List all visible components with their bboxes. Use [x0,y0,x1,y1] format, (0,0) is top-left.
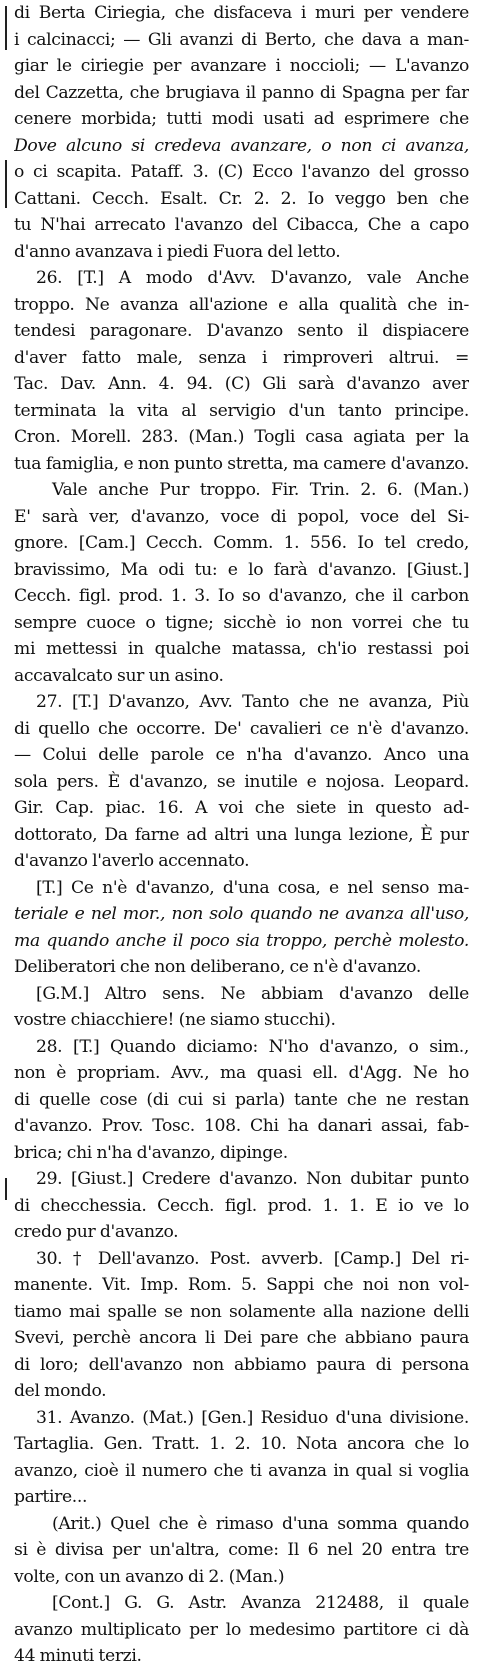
entry-30 [14,1246,469,1405]
text-line: — Colui delle parole ce n'ha d'avanzo. Anco una [14,745,469,765]
entry-31-sub-b [14,1590,469,1670]
text-line: avanzo multiplicato per lo medesimo partitore ci dà [14,1619,469,1640]
text-line: i calcinacci; — Gli avanzi di Berto, che dava a man- [14,29,469,50]
text-line: E' sarà ver, d'avanzo, voce di popol, voce del Si- [14,506,469,527]
entry-continuation [14,0,469,265]
text-line: dottorato, Da farne ad altri una lunga lezione, È pur [14,824,469,845]
text-line: d'avanzo l'averlo accennato. [14,851,250,871]
text-line: di loro; dell'avanzo non abbiamo paura di persona [14,1354,469,1375]
text-line: brica; chi n'ha d'avanzo, dipinge. [14,1142,288,1163]
text-line: avanzo, cioè il numero che ti avanza in qual si voglia [14,1460,469,1481]
text-line: terminata la vita al servigio d'un tanto principe. [14,400,469,421]
text-line: cenere morbida; tutti modi usati ad esprimere che [14,109,469,129]
text-line: accavalcato sur un asino. [14,665,224,686]
text-line: [Cont.] G. G. Astr. Avanza 212488, il quale [52,1593,469,1613]
text-line: Gir. Cap. piac. 16. A voi che siete in questo ad- [14,798,469,818]
text-line: Dove alcuno si credeva avanzare, o non ci avanza, [14,135,469,156]
text-line: si è divisa per un'altra, come: Il 6 nel 20 entra tre [14,1540,469,1560]
text-line: partire... [14,1487,88,1507]
text-line: d'aver fatto male, senza i rimproveri altrui. = [14,347,469,368]
text-line: del Cazzetta, che brugiava il panno di Spagna per far [14,82,469,103]
entry-27-sub-b [14,981,469,1034]
text-line: di quelle cose (di cui si parla) tante che ne restan [14,1089,469,1110]
text-line: tiamo mai spalle se non solamente alla nazione delli [14,1301,469,1322]
text-line: tua famiglia, e non punto stretta, ma camere d'avanzo. [14,453,469,474]
text-line: Vale anche Pur troppo. Fir. Trin. 2. 6. (Man.) [52,480,469,500]
text-line: sempre cuoce o tigne; sicchè io non vorrei che tu [14,612,469,633]
text-line: non è propriam. Avv., ma quasi ell. d'Agg. Ne ho [14,1063,469,1083]
text-line: (Arit.) Quel che è rimaso d'una somma quando [52,1513,469,1534]
text-line: di quello che occorre. De' cavalieri ce n'è d'avanzo. [14,718,469,739]
entry-31 [14,1405,469,1511]
text-line: giar le ciriegie per avanzare i noccioli; — L'avanzo [14,56,469,76]
text-line: mi mettessi in qualche matassa, ch'io restassi poi [14,639,469,659]
margin-rule-mid [5,160,7,208]
text-line: Deliberatori che non deliberano, ce n'è d'avanzo. [14,957,421,977]
entry-31-sub-a [14,1511,469,1591]
entry-29 [14,1166,469,1246]
text-line: tu N'hai arrecato l'avanzo del Cibacca, Che a capo [14,215,469,235]
margin-rule-top [5,6,7,50]
entry-28 [14,1034,469,1167]
text-line: vostre chiacchiere! (ne siamo stucchi). [14,1010,336,1030]
text-line: manente. Vit. Imp. Rom. 5. Sappi che noi non vol- [14,1275,469,1295]
entry-headline: 29. [Giust.] Credere d'avanzo. Non dubitar punto [36,1169,469,1189]
text-line: teriale e nel mor., non solo quando ne avanza all'uso, [14,904,469,924]
text-line: volte, con un avanzo di 2. (Man.) [14,1566,285,1587]
text-line: ma quando anche il poco sia troppo, perchè molesto. [14,930,469,951]
text-line: [T.] Ce n'è d'avanzo, d'una cosa, e nel senso ma- [36,877,469,898]
text-line: Cecch. figl. prod. 1. 3. Io so d'avanzo, che il carbon [14,586,469,606]
text-line: sola pers. È d'avanzo, se inutile e nojosa. Leopard. [14,771,469,792]
text-line: [G.M.] Altro sens. Ne abbiam d'avanzo delle [36,983,469,1004]
text-line: Tartaglia. Gen. Tratt. 1. 2. 10. Nota ancora che lo [14,1434,469,1454]
entry-27 [14,689,469,875]
text-line: credo pur d'avanzo. [14,1222,179,1242]
entry-headline: 27. [T.] D'avanzo, Avv. Tanto che ne avanza, Più [36,692,469,712]
text-line: o ci scapita. Pataff. 3. (C) Ecco l'avanzo del grosso [14,162,469,182]
text-line: del mondo. [14,1381,107,1401]
text-line: Tac. Dav. Ann. 4. 94. (C) Gli sarà d'avanzo aver [14,374,469,394]
entry-headline: 26. [T.] A modo d'Avv. D'avanzo, vale Anche [36,268,469,288]
entry-headline: 30. † Dell'avanzo. Post. avverb. [Camp.] Del ri- [36,1248,469,1269]
text-line: gnore. [Cam.] Cecch. Comm. 1. 556. Io tel credo, [14,533,469,553]
text-line: Cron. Morell. 283. (Man.) Togli casa agiata per la [14,427,469,447]
text-line: di Berta Ciriegia, che disfaceva i muri per vendere [14,3,469,23]
entry-headline: 28. [T.] Quando diciamo: N'ho d'avanzo, o sim., [36,1036,469,1057]
text-line: Svevi, perchè ancora li Dei pare che abbiano paura [14,1328,469,1348]
text-line: tendesi paragonare. D'avanzo sento il dispiacere [14,321,469,341]
entry-headline: 31. Avanzo. (Mat.) [Gen.] Residuo d'una divisione. [36,1407,469,1428]
text-line: di checchessia. Cecch. figl. prod. 1. 1. E io ve lo [14,1195,469,1216]
entry-26 [14,265,469,689]
dictionary-page [14,0,469,1670]
entry-27-sub-a [14,875,469,981]
text-line: d'avanzo. Prov. Tosc. 108. Chi ha danari assai, fab- [14,1116,469,1136]
margin-rule-low [5,1178,7,1200]
text-line: d'anno avanzava i piedi Fuora del letto. [14,241,341,262]
text-line: bravissimo, Ma odi tu: e lo farà d'avanzo. [Giust.] [14,559,469,580]
text-line: Cattani. Cecch. Esalt. Cr. 2. 2. Io veggo ben che [14,188,469,209]
text-line: troppo. Ne avanza all'azione e alla qualità che in- [14,294,469,315]
text-line: 44 minuti terzi. [14,1646,142,1666]
